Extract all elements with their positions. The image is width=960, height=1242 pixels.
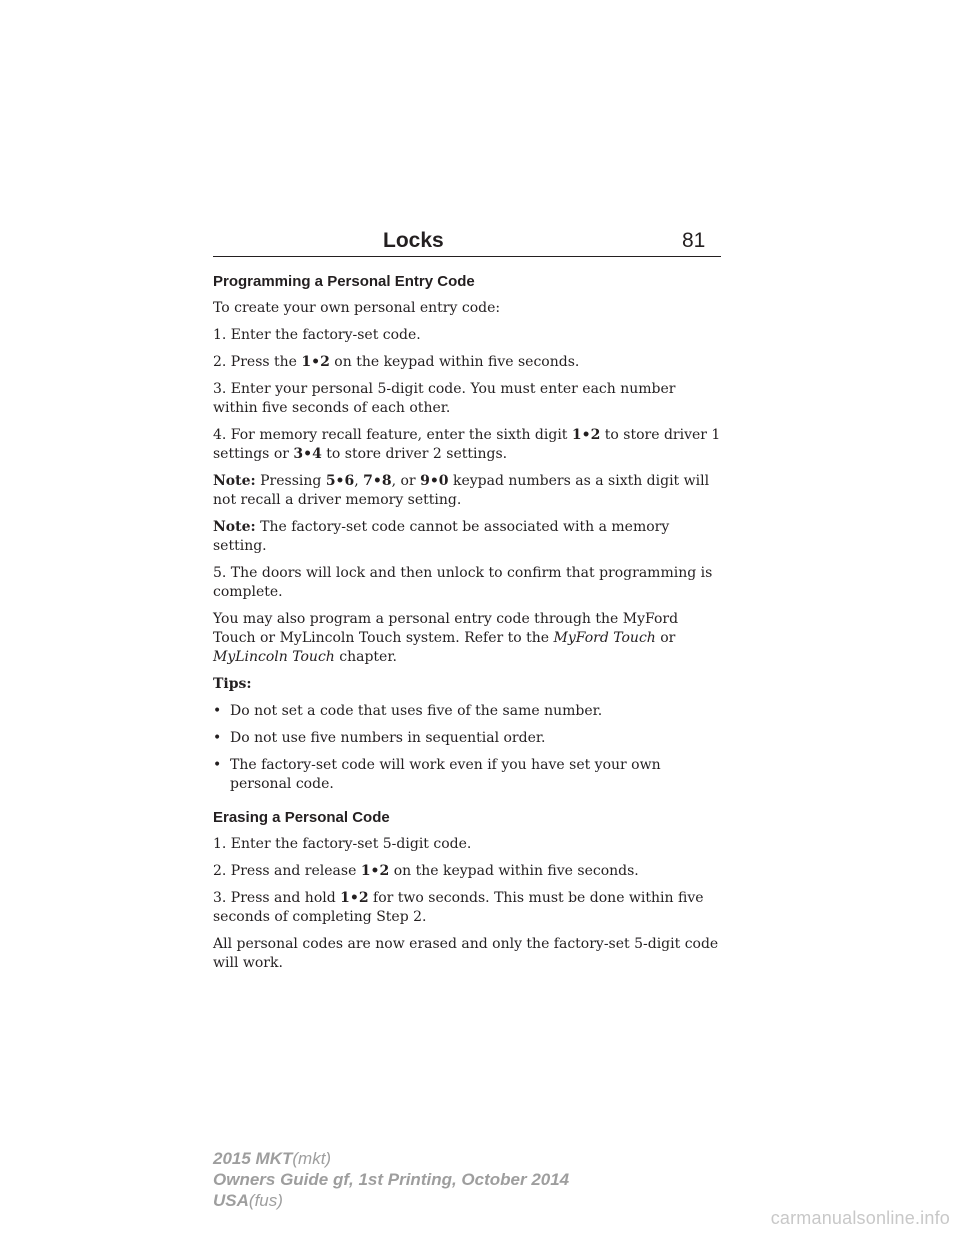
section-heading-programming: Programming a Personal Entry Code [213,273,475,290]
keypad-key: 1•2 [301,354,330,370]
list-item: • Do not use five numbers in sequential order. [213,730,546,746]
erasing-step-3: 3. Press and hold 1•2 for two seconds. This must be done within five seconds of completing Step 2. [213,890,704,925]
intro-text: To create your own personal entry code: [213,300,501,316]
erasing-final: All personal codes are now erased and only the factory-set 5-digit code will work. [213,936,719,971]
page-title: Locks [383,229,444,252]
tips-list [213,702,723,794]
erasing-step-2: 2. Press and release 1•2 on the keypad within five seconds. [213,863,639,879]
keypad-key: 1•2 [571,427,601,443]
footer-printing-line: Owners Guide gf, 1st Printing, October 2014 [213,1170,570,1189]
chapter-reference: MyFord Touch [553,630,656,646]
header-rule [213,256,721,257]
section-heading-erasing: Erasing a Personal Code [213,809,390,826]
watermark: carmanualsonline.info [770,1208,950,1228]
programming-step-3: 3. Enter your personal 5-digit code. You must enter each number within five seconds of each other. [213,381,676,416]
programming-step-1: 1. Enter the factory-set code. [213,327,421,343]
erasing-step-1: 1. Enter the factory-set 5-digit code. [213,836,472,852]
bullet-icon: • [213,757,222,773]
programming-step-5: 5. The doors will lock and then unlock to confirm that programming is complete. [213,565,713,600]
note-label: Note: [213,473,256,489]
programming-step-2: 2. Press the 1•2 on the keypad within five seconds. [213,354,580,370]
page-footer [213,1148,569,1211]
note-memory-digits: Note: Pressing 5•6, 7•8, or 9•0 keypad numbers as a sixth digit will not recall a driver memory setting. [213,473,710,508]
note-factory-code: Note: The factory-set code cannot be associated with a memory setting. [213,519,670,554]
keypad-key: 5•6 [325,473,355,489]
tips-label: Tips: [213,676,252,692]
bullet-icon: • [213,703,222,719]
bullet-icon: • [213,730,222,746]
note-label: Note: [213,519,256,535]
keypad-key: 1•2 [340,890,369,906]
footer-region-line: USA(fus) [213,1191,283,1210]
list-item: • The factory-set code will work even if you have set your own personal code. [213,757,661,792]
keypad-key: 3•4 [293,446,322,462]
page-number: 81 [682,229,706,252]
keypad-key: 7•8 [363,473,392,489]
keypad-key: 1•2 [360,863,390,879]
programming-step-4: 4. For memory recall feature, enter the sixth digit 1•2 to store driver 1 settings or 3•4 to store driver 2 settings. [213,427,721,462]
myford-touch-paragraph: You may also program a personal entry code through the MyFord Touch or MyLincoln Touch system. Refer to the MyFord Touch or MyLincoln Touch chapter. [213,611,679,665]
keypad-key: 9•0 [420,473,449,489]
list-item: • Do not set a code that uses five of the same number. [213,703,603,719]
footer-model-line: 2015 MKT(mkt) [213,1149,332,1168]
chapter-reference: MyLincoln Touch [213,649,335,665]
page-content [213,272,723,981]
